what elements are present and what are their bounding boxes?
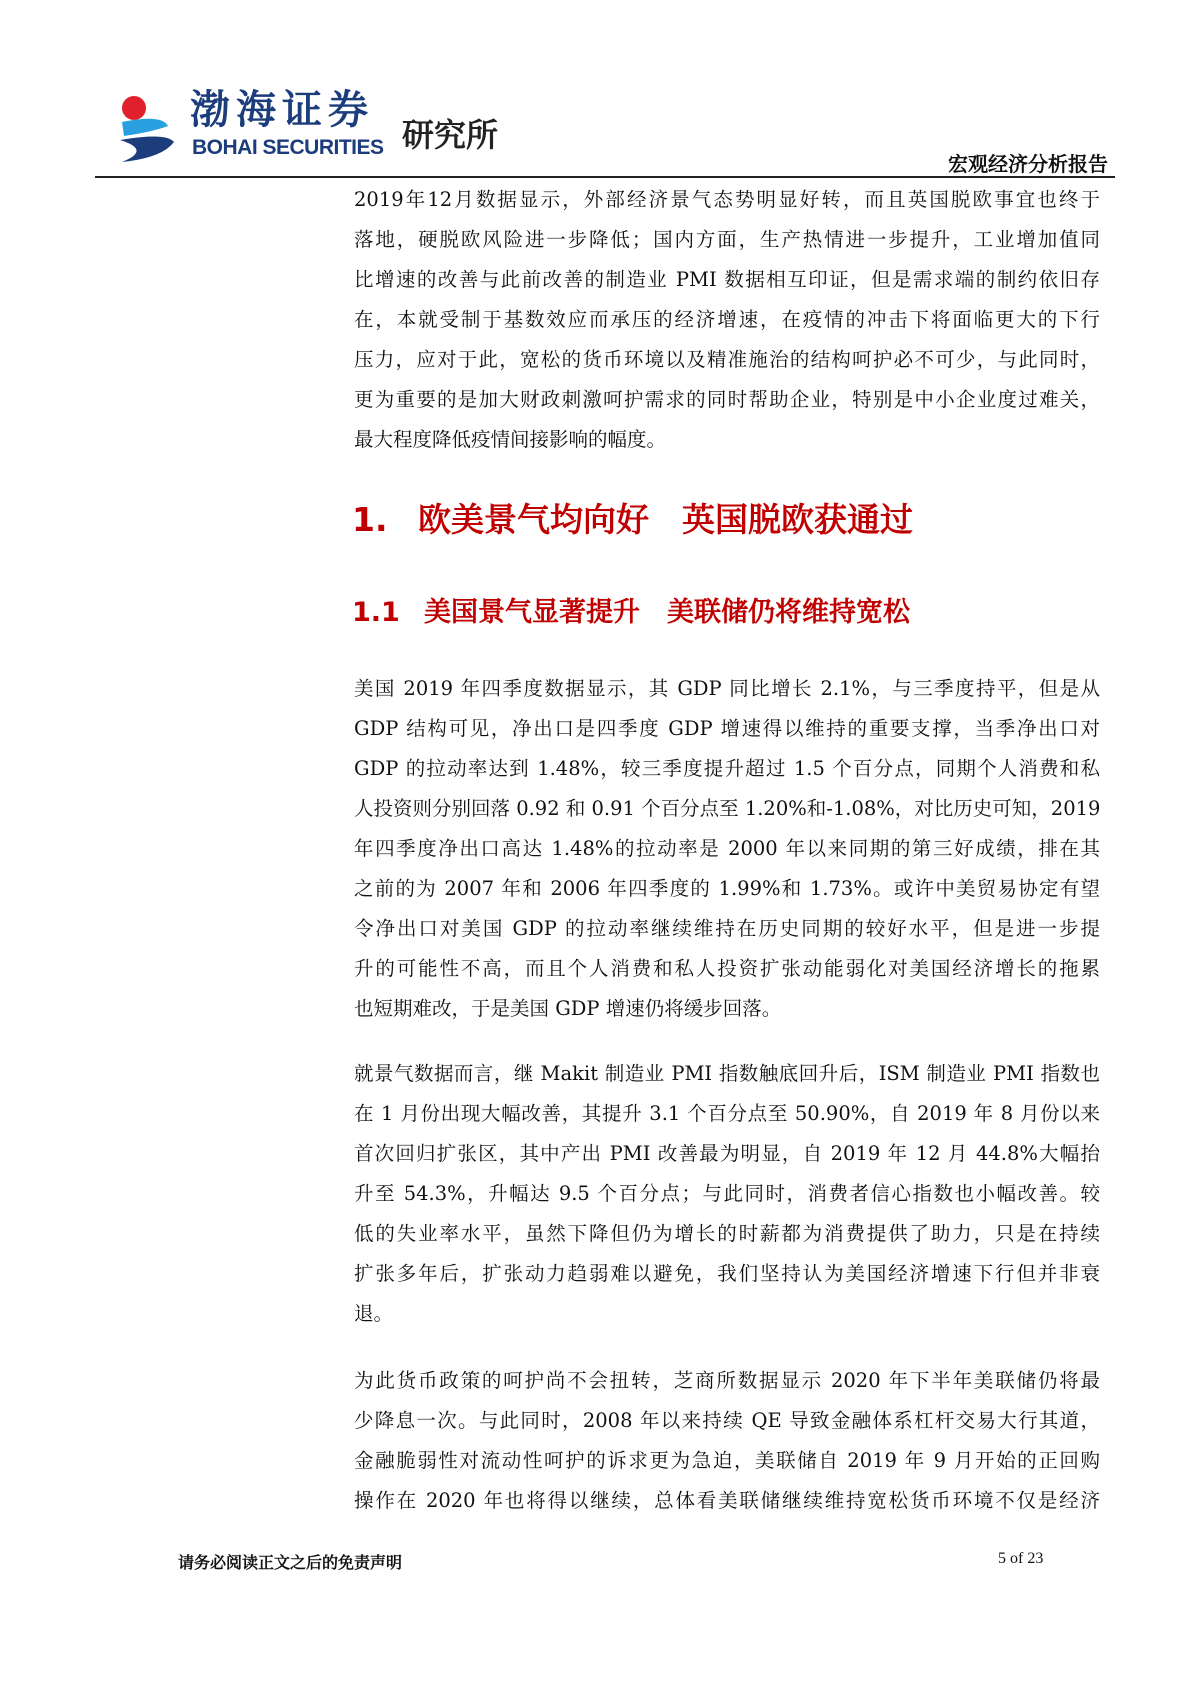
text-line: 金融脆弱性对流动性呵护的诉求更为急迫，美联储自 2019 年 9 月开始的正回购 [354,1449,1100,1472]
text-line: 为此货币政策的呵护尚不会扭转，芝商所数据显示 2020 年下半年美联储仍将最 [354,1369,1100,1392]
text-line: 更为重要的是加大财政刺激呵护需求的同时帮助企业，特别是中小企业度过难关， [354,388,1100,411]
logo-chinese-name: 渤海证券 [190,86,374,133]
text-line: 落地，硬脱欧风险进一步降低；国内方面，生产热情进一步提升，工业增加值同 [354,228,1100,251]
header-divider [95,176,1115,178]
policy-paragraph [354,1361,1100,1521]
text-line: 美国 2019 年四季度数据显示，其 GDP 同比增长 2.1%，与三季度持平，但是从 [354,677,1100,700]
pmi-paragraph [354,1054,1100,1334]
text-line: 压力，应对于此，宽松的货币环境以及精准施治的结构呵护必不可少，与此同时， [354,348,1100,371]
text-line: 低的失业率水平，虽然下降但仍为增长的时薪都为消费提供了助力，只是在持续 [354,1222,1100,1245]
section-title: 美国景气显著提升 美联储仍将维持宽松 [424,597,910,628]
section-heading-1-1 [352,590,910,629]
text-line: 比增速的改善与此前改善的制造业 PMI 数据相互印证，但是需求端的制约依旧存 [354,268,1101,291]
text-line: 就景气数据而言，继 Makit 制造业 PMI 指数触底回升后，ISM 制造业 PMI 指数也 [354,1062,1100,1085]
text-line: 2019年12月数据显示，外部经济景气态势明显好转，而且英国脱欧事宜也终于 [354,188,1100,211]
report-type: 宏观经济分析报告 [948,152,1108,176]
gdp-paragraph [354,669,1100,1029]
intro-paragraph [354,180,1100,460]
institute-label: 研究所 [402,116,499,154]
text-line: 升至 54.3%，升幅达 9.5 个百分点；与此同时，消费者信心指数也小幅改善。较 [354,1182,1100,1205]
text-line: 最大程度降低疫情间接影响的幅度。 [354,428,667,451]
text-line: 之前的为 2007 年和 2006 年四季度的 1.99%和 1.73%。或许中美贸易协定有望 [354,877,1100,900]
logo-english-name: BOHAI SECURITIES [192,136,384,159]
text-line: 首次回归扩张区，其中产出 PMI 改善最为明显，自 2019 年 12 月 44.8%大幅抬 [354,1142,1100,1165]
page-number: 5 of 23 [998,1550,1044,1567]
text-line: 令净出口对美国 GDP 的拉动率继续维持在历史同期的较好水平，但是进一步提 [354,917,1100,940]
section-title: 欧美景气均向好 英国脱欧获通过 [418,500,913,539]
section-heading-1 [352,494,913,541]
disclaimer-notice: 请务必阅读正文之后的免责声明 [178,1553,403,1572]
text-line: 升的可能性不高，而且个人消费和私人投资扩张动能弱化对美国经济增长的拖累 [354,957,1100,980]
text-line: GDP 结构可见，净出口是四季度 GDP 增速得以维持的重要支撑，当季净出口对 [354,717,1100,740]
text-line: 操作在 2020 年也将得以继续，总体看美联储继续维持宽松货币环境不仅是经济 [354,1489,1100,1512]
text-line: 少降息一次。与此同时，2008 年以来持续 QE 导致金融体系杠杆交易大行其道， [354,1409,1100,1432]
text-line: 在 1 月份出现大幅改善，其提升 3.1 个百分点至 50.90%，自 2019 年 8 月份以来 [354,1102,1100,1125]
section-number: 1.1 [352,597,400,628]
text-line: 也短期难改，于是美国 GDP 增速仍将缓步回落。 [354,997,782,1020]
logo-mark-icon [112,92,184,164]
text-line: 在，本就受制于基数效应而承压的经济增速，在疫情的冲击下将面临更大的下行 [354,308,1100,331]
text-line: GDP 的拉动率达到 1.48%，较三季度提升超过 1.5 个百分点，同期个人消费和私 [354,757,1100,780]
text-line: 人投资则分别回落 0.92 和 0.91 个百分点至 1.20%和-1.08%，对比历史可知，2019 [354,797,1101,820]
section-number: 1. [352,500,388,539]
text-line: 年四季度净出口高达 1.48%的拉动率是 2000 年以来同期的第三好成绩，排在其 [354,837,1100,860]
bohai-securities-logo [112,88,512,168]
text-line: 退。 [354,1302,394,1325]
text-line: 扩张多年后，扩张动力趋弱难以避免，我们坚持认为美国经济增速下行但并非衰 [354,1262,1100,1285]
